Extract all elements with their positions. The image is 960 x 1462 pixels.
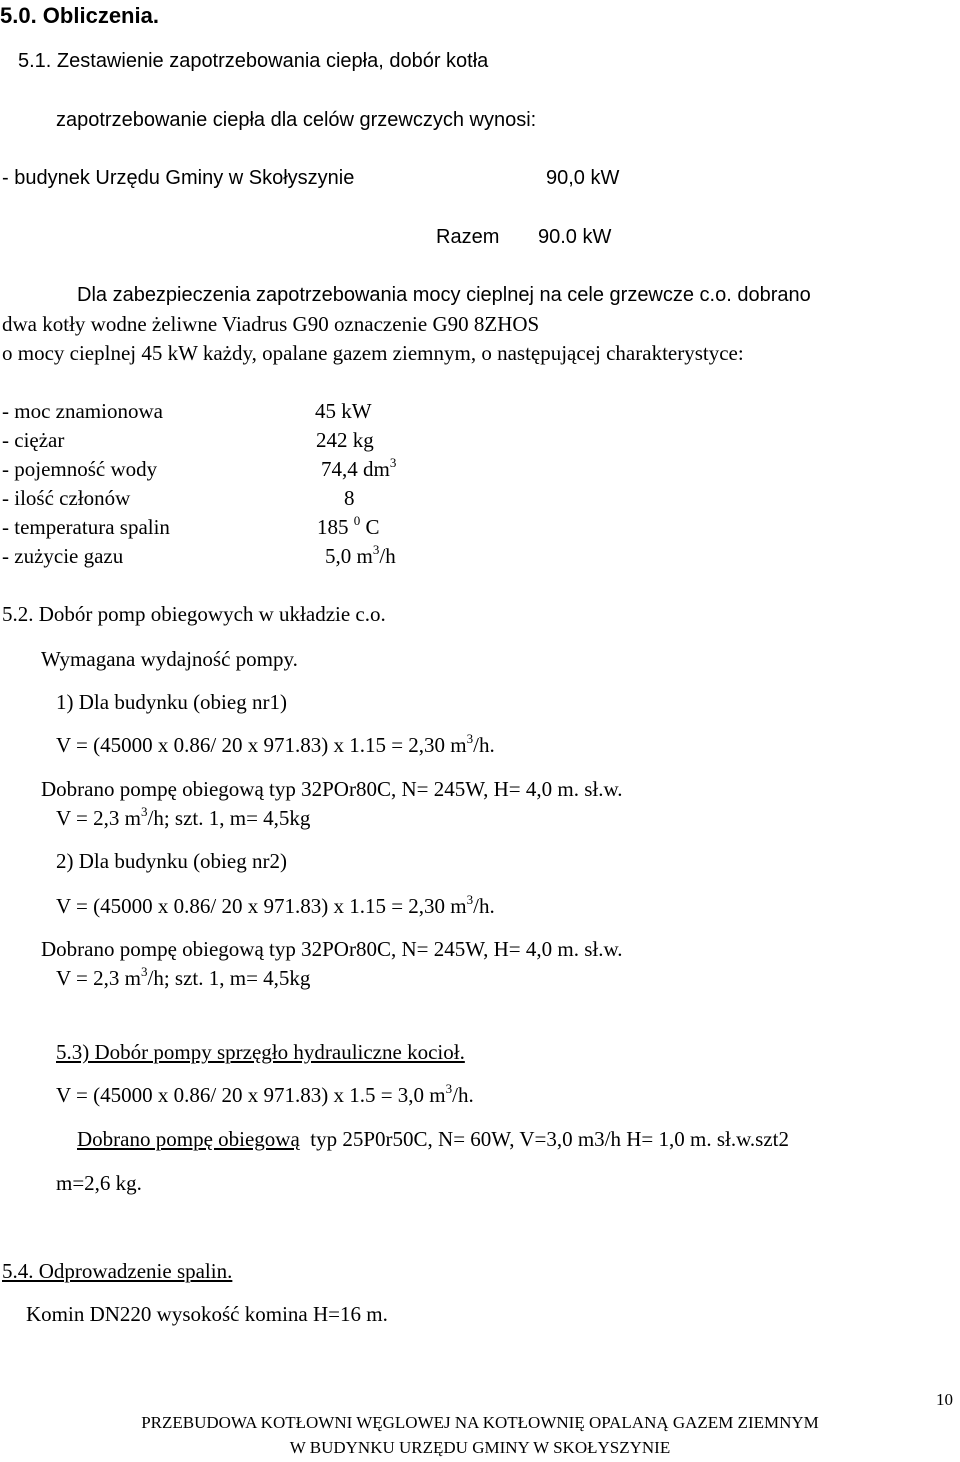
- circuit-1-formula: V = (45000 x 0.86/ 20 x 971.83) x 1.15 = 2,30 $m^3/h$.: [56, 731, 495, 757]
- spec-label: - ciężar: [2, 428, 65, 452]
- footer-line-1: PRZEBUDOWA KOTŁOWNI WĘGLOWEJ NA KOTŁOWNIĘ OPALANĄ GAZEM ZIEMNYM: [141, 1413, 819, 1432]
- section-title: 5.0. Obliczenia.: [0, 3, 159, 28]
- spec-label: - ilość członów: [2, 486, 131, 510]
- pumps-title: 5.2. Dobór pomp obiegowych w układzie c.o.: [2, 602, 386, 626]
- spec-value: 5,0 $m^3/h$: [325, 542, 396, 568]
- chimney-text: Komin DN220 wysokość komina H=16 m.: [26, 1302, 388, 1326]
- boiler-text-line-2: dwa kotły wodne żeliwne Viadrus G90 oznaczenie G90 8ZHOS: [2, 312, 540, 336]
- building-label: - budynek Urzędu Gminy w Skołyszynie: [2, 167, 355, 189]
- circuit-2-formula: V = (45000 x 0.86/ 20 x 971.83) x 1.15 = 2,30 $m^3/h$.: [56, 892, 495, 918]
- coupling-formula: V = (45000 x 0.86/ 20 x 971.83) x 1.5 = 3,0 $m^3/h$.: [56, 1081, 474, 1107]
- circuit-1-heading: 1) Dla budynku (obieg nr1): [56, 690, 287, 714]
- footer-line-2: W BUDYNKU URZĘDU GMINY W SKOŁYSZYNIE: [289, 1438, 671, 1457]
- boiler-text-line-1: Dla zabezpieczenia zapotrzebowania mocy cieplnej na cele grzewcze c.o. dobrano: [77, 284, 811, 306]
- required-capacity: Wymagana wydajność pompy.: [41, 647, 298, 671]
- spec-label: - pojemność wody: [2, 457, 158, 481]
- circuit-2-heading: 2) Dla budynku (obieg nr2): [56, 849, 287, 873]
- boiler-text-line-3: o mocy cieplnej 45 kW każdy, opalane gazem ziemnym, o następującej charakterystyce:: [2, 341, 744, 365]
- circuit-2-pump: Dobrano pompę obiegową typ 32POr80C, N= 245W, H= 4,0 m. sł.w.: [41, 937, 623, 961]
- coupling-pump: Dobrano pompę obiegową typ 25P0r50C, N= 60W, V=3,0 m3/h H= 1,0 m. sł.w.szt2: [77, 1127, 789, 1151]
- total-value: 90.0 kW: [538, 226, 612, 248]
- spec-value: 45 kW: [315, 399, 372, 423]
- spec-label: - temperatura spalin: [2, 515, 170, 539]
- subsection-title: 5.1. Zestawienie zapotrzebowania ciepła, dobór kotła: [18, 50, 489, 72]
- spec-label: - moc znamionowa: [2, 399, 163, 423]
- flue-title: 5.4. Odprowadzenie spalin.: [2, 1259, 233, 1283]
- demand-intro: zapotrzebowanie ciepła dla celów grzewczych wynosi:: [56, 109, 537, 131]
- coupling-title: 5.3) Dobór pompy sprzęgło hydrauliczne kocioł.: [56, 1040, 465, 1064]
- total-label: Razem: [436, 226, 500, 248]
- page-number: 10: [936, 1390, 953, 1409]
- circuit-1-pump: Dobrano pompę obiegową typ 32POr80C, N= 245W, H= 4,0 m. sł.w.: [41, 777, 623, 801]
- spec-label: - zużycie gazu: [2, 544, 124, 568]
- spec-value: 8: [344, 486, 355, 510]
- spec-value: 242 kg: [316, 428, 374, 452]
- building-value: 90,0 kW: [546, 167, 620, 189]
- coupling-mass: m=2,6 kg.: [56, 1171, 142, 1195]
- circuit-1-params: V = 2,3 $m^3/h$; szt. 1, m= 4,5kg: [56, 804, 311, 830]
- spec-value: 185 $^0$ C: [317, 513, 380, 539]
- circuit-2-params: V = 2,3 $m^3/h$; szt. 1, m= 4,5kg: [56, 964, 311, 990]
- spec-value: 74,4 $dm^3$: [321, 455, 397, 481]
